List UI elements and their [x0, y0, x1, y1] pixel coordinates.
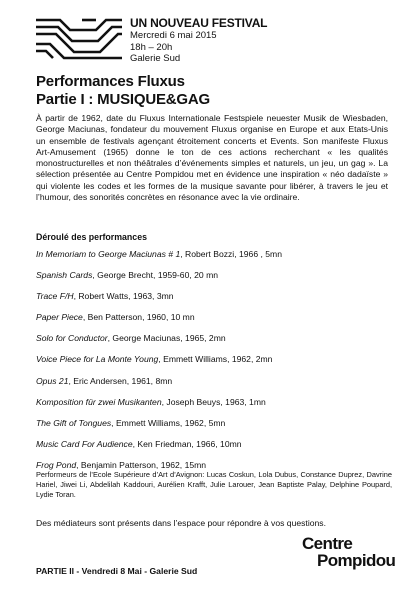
performance-details: , Ken Friedman, 1966, 10mn [132, 438, 242, 449]
event-venue: Galerie Sud [130, 53, 181, 64]
performance-work-title: Music Card For Audience [36, 438, 133, 449]
performance-item [36, 418, 282, 439]
title-line-1: Performances Fluxus [36, 73, 185, 90]
performance-work-title: Trace F/H [36, 291, 74, 302]
performance-item [36, 376, 282, 397]
performance-item [36, 291, 282, 312]
performance-details: , Emmett Williams, 1962, 2mn [158, 354, 273, 365]
centre-pompidou-logo [302, 535, 395, 569]
performance-item [36, 270, 282, 291]
performance-item [36, 354, 282, 375]
performance-details: , Robert Watts, 1963, 3mn [73, 291, 174, 302]
performance-details: , Ben Patterson, 1960, 10 mn [82, 312, 195, 323]
page-title [36, 73, 210, 108]
performances-list [36, 249, 282, 481]
performance-work-title: Opus 21 [36, 375, 69, 386]
logo-line-2: Pompidou [317, 551, 396, 570]
performance-item [36, 312, 282, 333]
event-time: 18h – 20h [130, 41, 173, 53]
logo-line-1: Centre [302, 534, 353, 553]
performance-work-title: Spanish Cards [36, 270, 93, 281]
performance-details: , Emmett Williams, 1962, 5mn [111, 417, 226, 428]
festival-info [130, 17, 267, 65]
performance-details: , Robert Bozzi, 1966 , 5mn [180, 249, 282, 259]
festival-logo-icon [36, 17, 122, 61]
performance-details: , Eric Andersen, 1961, 8mn [68, 375, 173, 386]
festival-title: UN NOUVEAU FESTIVAL [130, 16, 268, 30]
performance-details: , Benjamin Patterson, 1962, 15mn [76, 459, 207, 470]
performance-item [36, 333, 282, 354]
performance-work-title: Paper Piece [36, 312, 83, 323]
performances-heading: Déroulé des performances [36, 232, 147, 242]
performance-item [36, 439, 282, 460]
performance-work-title: Komposition für zwei Musikanten [36, 396, 162, 407]
performance-work-title: The Gift of Tongues [36, 417, 112, 428]
intro-paragraph: À partir de 1962, date du Fluxus Internationale Festspiele neuester Musik de Wiesbaden, George Maciunas, fondateur du mouvement Fluxus organise en Europe et aux Etats-Unis un ensemble de festivals agençant étroitement concerts et Events. Son manifeste Fluxus Art-Amusement (1965) donne le ton de ces actions recherchant « les qualités monostructurelles et non théâtrales d’événements simples et naturels, un jeu, un gag ». La sélection présentée au Centre Pompidou met en évidence une inspiration « néo dadaïste » qui violente les codes et les formes de la musique savante pour libérer, à travers le jeu et l’humour, des sonorités concrètes en résonance avec la vie ordinaire. [36, 113, 388, 203]
performance-work-title: Frog Pond [36, 459, 77, 470]
event-date: Mercredi 6 mai 2015 [130, 30, 217, 41]
performance-work-title: In Memoriam to George Maciunas # 1 [36, 249, 181, 259]
next-part-note: PARTIE II - Vendredi 8 Mai - Galerie Sud [36, 566, 198, 576]
performance-work-title: Solo for Conductor [36, 333, 108, 344]
performance-work-title: Voice Piece for La Monte Young [36, 354, 159, 365]
performance-details: , Joseph Beuys, 1963, 1mn [161, 396, 266, 407]
performers-credits: Performeurs de l’Ecole Supérieure d’Art d’Avignon: Lucas Coskun, Lola Dubus, Constance Duprez, Davrine Hariel, Jiwei Li, Abdelilah Kaddouri, Aurélien Krafft, Julie Larouer, Jean Baptiste Palay, Delphine Poupard, Lydie Toran. [36, 470, 392, 500]
performance-item [36, 397, 282, 418]
title-line-2: Partie I : MUSIQUE&GAG [36, 90, 210, 108]
mediators-note: Des médiateurs sont présents dans l’espace pour répondre à vos questions. [36, 518, 326, 528]
performance-item [36, 249, 282, 270]
performance-details: , George Maciunas, 1965, 2mn [107, 333, 226, 344]
performance-details: , George Brecht, 1959-60, 20 mn [92, 270, 219, 281]
